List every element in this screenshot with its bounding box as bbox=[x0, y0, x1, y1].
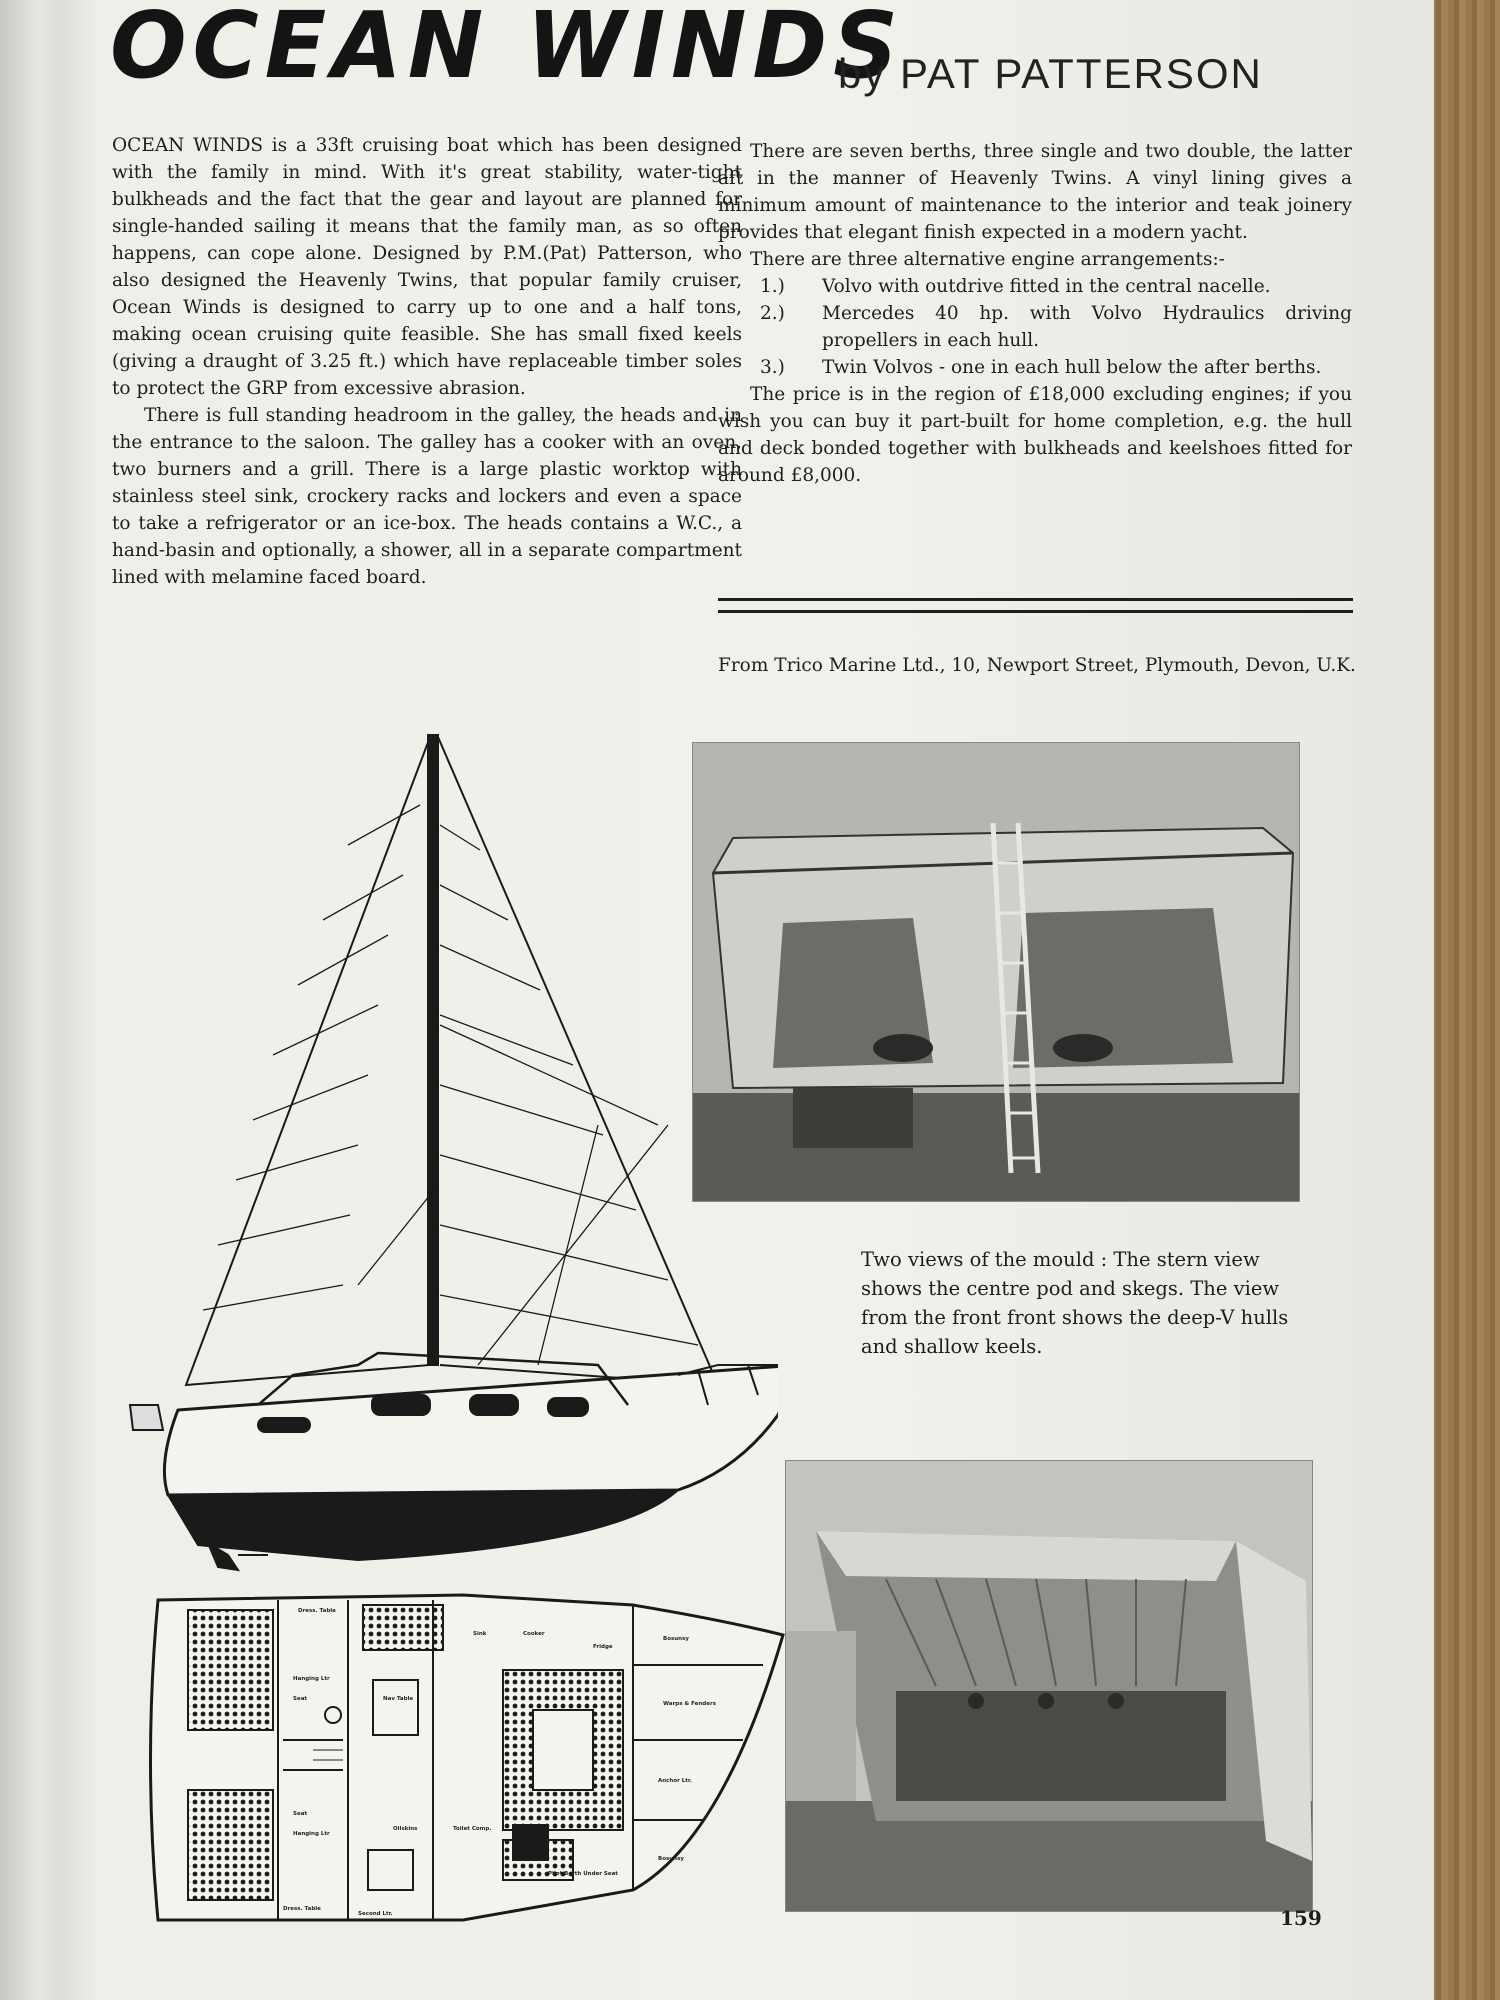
plan-label: Second Ltr. bbox=[358, 1911, 393, 1917]
plan-label: Bosunsy bbox=[663, 1636, 689, 1642]
plan-label: Anchor Ltr. bbox=[658, 1778, 692, 1784]
plan-label: Bosunsy bbox=[658, 1856, 684, 1862]
engine-option: 3.) Twin Volvos - one in each hull below the after berths. bbox=[760, 357, 1322, 378]
plan-label: Warps & Fenders bbox=[663, 1701, 716, 1707]
double-rule-bottom bbox=[718, 610, 1353, 613]
left-text-column bbox=[112, 132, 742, 591]
plan-label: Sink bbox=[473, 1631, 487, 1637]
plan-label: Nav Table bbox=[383, 1696, 414, 1702]
plan-label: Pilot Berth Under Seat bbox=[548, 1871, 618, 1877]
deck-plan-drawing bbox=[103, 1590, 803, 1940]
photo-caption: Two views of the mould : The stern view shows the centre pod and skegs. The view from the front front shows the deep-V hulls and shallow keels. bbox=[861, 1248, 1289, 1358]
mould-photo-stern bbox=[692, 742, 1300, 1202]
engine-option: 1.) Volvo with outdrive fitted in the central nacelle. bbox=[760, 276, 1271, 297]
article-byline: by PAT PATTERSON bbox=[838, 50, 1263, 97]
plan-label: Fridge bbox=[593, 1644, 613, 1650]
sail-plan-drawing bbox=[58, 725, 778, 1585]
plan-label: Hanging Ltr bbox=[293, 1831, 330, 1837]
paragraph-berths: There are seven berths, three single and two double, the latter aft in the manner of Heavenly Twins. A vinyl lining gives a minimum amount of maintenance to the interior and teak joinery provides that elegant finish expected in a modern yacht. bbox=[718, 141, 1352, 243]
plan-label: Seat bbox=[293, 1811, 308, 1817]
engine-option: 2.) Mercedes 40 hp. with Volvo Hydraulics driving propellers in each hull. bbox=[760, 303, 1352, 351]
mould-photo-front bbox=[785, 1460, 1313, 1912]
engine-list bbox=[718, 273, 1352, 381]
plan-label: Toilet Comp. bbox=[453, 1826, 492, 1832]
paragraph-engines-intro: There are three alternative engine arrangements:- bbox=[750, 249, 1225, 270]
plan-label: Dress. Table bbox=[298, 1608, 336, 1614]
article-title: OCEAN WINDS bbox=[110, 0, 904, 99]
paragraph-intro: OCEAN WINDS is a 33ft cruising boat which has been designed with the family in mind. With it's great stability, water-tight bulkheads and the fact that the gear and layout are planned for single-handed sailing it means that the family man, as so often happens, can cope alone. Designed by P.M.(Pat) Patterson, who also designed the Heavenly Twins, that popular family cruiser, Ocean Winds is designed to carry up to one and a half tons, making ocean cruising quite feasible. She has small fixed keels (giving a draught of 3.25 ft.) which have replaceable timber soles to protect the GRP from excessive abrasion. bbox=[112, 135, 742, 399]
plan-label: Hanging Ltr bbox=[293, 1676, 330, 1682]
page-number: 159 bbox=[1280, 1906, 1322, 1930]
paragraph-price: The price is in the region of £18,000 excluding engines; if you wish you can buy it part-built for home completion, e.g. the hull and deck bonded together with bulkheads and keelshoes fitted for around £8,000. bbox=[718, 384, 1352, 486]
right-text-column bbox=[718, 138, 1352, 489]
wooden-table-background bbox=[1430, 0, 1500, 2000]
double-rule-top bbox=[718, 598, 1353, 601]
paragraph-galley: There is full standing headroom in the galley, the heads and in the entrance to the saloon. The galley has a cooker with an oven, two burners and a grill. There is a large plastic worktop with stainless steel sink, crockery racks and lockers and even a space to take a refrigerator or an ice-box. The heads contains a W.C., a hand-basin and optionally, a shower, all in a separate compartment lined with melamine faced board. bbox=[112, 405, 742, 588]
plan-label: Dress. Table bbox=[283, 1906, 321, 1912]
supplier-address: From Trico Marine Ltd., 10, Newport Street, Plymouth, Devon, U.K. bbox=[718, 655, 1356, 676]
plan-label: Seat bbox=[293, 1696, 308, 1702]
plan-label: Oilskins bbox=[393, 1826, 418, 1832]
magazine-page bbox=[58, 0, 1434, 2000]
plan-label: Cooker bbox=[523, 1631, 545, 1637]
